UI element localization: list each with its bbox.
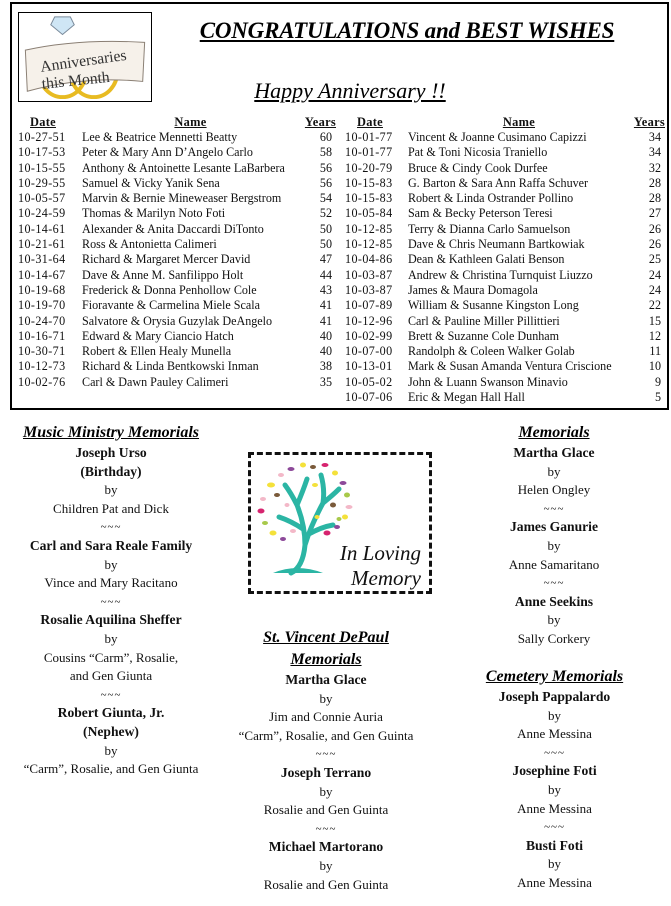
anniversary-date: 10-14-61	[18, 221, 66, 236]
donor-name: Sally Corkery	[517, 630, 591, 646]
couple-name: Dean & Kathleen Galati Benson	[407, 252, 565, 267]
couple-name: Edward & Mary Ciancio Hatch	[82, 328, 234, 343]
in-loving-memory-caption: In Loving Memory	[339, 541, 421, 590]
separator: ~~~	[315, 748, 337, 761]
separator: ~~~	[544, 821, 565, 834]
donor-name: Anne Messina	[517, 874, 592, 890]
years-married: 44	[319, 267, 332, 282]
years-married: 26	[648, 221, 661, 236]
separator: ~~~	[544, 746, 565, 759]
svg-text:this Month: this Month	[40, 68, 111, 93]
honoree-name: Busti Foti	[525, 837, 584, 853]
years-married: 26	[648, 237, 661, 252]
music-ministry-memorials	[0, 422, 222, 779]
table-row	[345, 237, 665, 252]
anniversary-date: 10-01-77	[345, 145, 393, 160]
donor-name: Rosalie and Gen Guinta	[263, 876, 389, 892]
st-vincent-depaul-memorials	[238, 627, 414, 894]
years-married: 9	[654, 374, 661, 389]
anniversary-date: 10-07-00	[345, 344, 393, 359]
couple-name: Brett & Suzanne Cole Dunham	[407, 328, 560, 343]
memorial-entry	[0, 537, 222, 593]
table-row	[18, 359, 336, 374]
separator: ~~~	[100, 595, 122, 608]
anniversary-date: 10-03-87	[345, 282, 393, 297]
couple-name: Richard & Margaret Mercer David	[82, 252, 251, 267]
anniversary-date: 10-12-85	[345, 221, 393, 236]
by-label: by	[548, 707, 561, 723]
honoree-note: (Birthday)	[80, 463, 142, 479]
donor-name: Anne Samaritano	[508, 556, 600, 572]
memorial-entry	[452, 688, 657, 744]
table-row	[345, 298, 665, 313]
couple-name: John & Luann Swanson Minavio	[407, 374, 568, 389]
anniversary-date: 10-02-76	[18, 374, 66, 389]
table-row	[345, 314, 665, 329]
anniversary-date: 10-19-68	[18, 282, 66, 297]
anniversary-date: 10-31-64	[18, 252, 66, 267]
years-married: 24	[648, 267, 661, 282]
section-title: Memorials	[518, 424, 590, 441]
years-married: 5	[654, 390, 661, 405]
column-header-years: Years	[304, 115, 336, 129]
donor-name: Cousins “Carm”, Rosalie,	[43, 649, 179, 665]
couple-name: Peter & Mary Ann D’Angelo Carlo	[82, 145, 253, 160]
table-row	[345, 359, 665, 374]
memorial-list	[452, 688, 657, 893]
couple-name: Richard & Linda Bentkowski Inman	[82, 359, 259, 374]
by-label: by	[319, 857, 333, 873]
page-title: CONGRATULATIONS and BEST WISHES	[199, 18, 615, 43]
table-row	[345, 375, 665, 390]
memorial-entry	[454, 593, 654, 649]
honoree-name: Rosalie Aquilina Sheffer	[40, 612, 182, 628]
table-row	[345, 222, 665, 237]
years-married: 58	[319, 145, 332, 160]
table-row	[18, 130, 336, 145]
anniversary-date: 10-07-06	[345, 390, 393, 405]
years-married: 50	[319, 237, 332, 252]
honoree-name: Martha Glace	[285, 672, 367, 687]
couple-name: Carl & Pauline Miller Pillittieri	[407, 313, 560, 328]
couple-name: Dave & Chris Neumann Bartkowiak	[407, 237, 585, 252]
by-label: by	[104, 630, 118, 646]
honoree-name: Carl and Sara Reale Family	[29, 537, 193, 553]
couple-name: Thomas & Marilyn Noto Foti	[82, 206, 226, 221]
separator: ~~~	[100, 688, 122, 701]
table-row	[18, 176, 336, 191]
separator: ~~~	[315, 822, 337, 835]
table-row	[345, 390, 665, 405]
section-title: Music Ministry Memorials	[22, 424, 200, 441]
years-married: 11	[649, 344, 661, 359]
memorial-entry	[0, 444, 222, 518]
years-married: 56	[319, 160, 332, 175]
honoree-name: Martha Glace	[513, 445, 595, 460]
couple-name: Randolph & Coleen Walker Golab	[407, 344, 575, 359]
table-row	[18, 191, 336, 206]
donor-name: Children Pat and Dick	[53, 500, 169, 516]
anniversary-date: 10-17-53	[18, 145, 66, 160]
in-loving-memory-graphic	[248, 452, 432, 594]
anniversary-date: 10-02-99	[345, 328, 393, 343]
years-married: 50	[319, 221, 332, 236]
by-label: by	[104, 556, 118, 572]
couple-name: Anthony & Antoinette Lesante LaBarbera	[82, 160, 285, 175]
by-label: by	[547, 537, 561, 553]
memorial-list	[238, 671, 414, 894]
table-row	[345, 206, 665, 221]
column-header-name: Name	[174, 115, 207, 129]
table-row	[345, 176, 665, 191]
memorial-entry	[454, 518, 654, 574]
by-label: by	[319, 690, 333, 706]
years-married: 54	[319, 191, 332, 206]
memorial-entry	[0, 611, 222, 685]
honoree-note: (Nephew)	[83, 723, 139, 739]
memorial-entry	[452, 837, 657, 893]
honoree-name: Joseph Urso	[75, 445, 147, 460]
table-row	[345, 268, 665, 283]
anniversary-date: 10-27-51	[18, 130, 66, 144]
table-row	[18, 206, 336, 221]
years-married: 41	[319, 313, 332, 328]
anniversary-date: 10-20-79	[345, 160, 393, 175]
years-married: 47	[319, 252, 332, 267]
table-row	[345, 344, 665, 359]
couple-name: Terry & Dianna Carlo Samuelson	[407, 221, 571, 236]
by-label: by	[548, 856, 561, 872]
table-header-row	[18, 115, 336, 130]
couple-name: William & Susanne Kingston Long	[407, 298, 579, 313]
anniversary-table-right	[345, 115, 665, 405]
separator: ~~~	[543, 502, 565, 515]
donor-name: Helen Ongley	[517, 482, 591, 498]
column-header-years: Years	[633, 115, 665, 129]
years-married: 40	[319, 328, 332, 343]
couple-name: Andrew & Christina Turnquist Liuzzo	[407, 267, 593, 282]
years-married: 28	[648, 191, 661, 206]
table-row	[345, 252, 665, 267]
table-row	[18, 268, 336, 283]
couple-name: Robert & Ellen Healy Munella	[82, 344, 232, 359]
table-row	[18, 283, 336, 298]
couple-name: Salvatore & Orysia Guzylak DeAngelo	[82, 313, 273, 328]
anniversary-date: 10-12-73	[18, 359, 66, 374]
years-married: 41	[319, 298, 332, 313]
honoree-name: Josephine Foti	[512, 763, 597, 779]
anniversary-date: 10-15-83	[345, 175, 393, 190]
table-row	[345, 329, 665, 344]
anniversary-date: 10-03-87	[345, 267, 393, 282]
couple-name: Marvin & Bernie Mineweaser Bergstrom	[82, 191, 282, 206]
separator: ~~~	[543, 577, 565, 590]
memorial-list	[454, 444, 654, 649]
couple-name: Samuel & Vicky Yanik Sena	[82, 175, 220, 190]
couple-name: Ross & Antonietta Calimeri	[82, 237, 217, 252]
memorial-list	[0, 444, 222, 779]
by-label: by	[547, 463, 561, 479]
column-header-name: Name	[502, 115, 535, 129]
couple-name: Vincent & Joanne Cusimano Capizzi	[407, 130, 587, 144]
years-married: 10	[648, 359, 661, 374]
table-row	[18, 161, 336, 176]
couple-name: Lee & Beatrice Mennetti Beatty	[82, 130, 238, 144]
couple-name: Pat & Toni Nicosia Traniello	[407, 145, 548, 160]
memorial-entry	[0, 704, 222, 778]
anniversary-table-left	[18, 115, 336, 390]
years-married: 34	[648, 145, 661, 160]
table-row	[18, 298, 336, 313]
honoree-name: Anne Seekins	[514, 593, 594, 609]
donor-name: Jim and Connie Auria	[269, 709, 383, 725]
anniversary-date: 10-07-89	[345, 298, 393, 313]
anniversary-date: 10-12-96	[345, 313, 393, 328]
couple-name: Robert & Linda Ostrander Pollino	[407, 191, 574, 206]
by-label: by	[547, 612, 561, 628]
table-row	[18, 329, 336, 344]
anniversary-date: 10-12-85	[345, 237, 393, 252]
anniversary-date: 10-05-57	[18, 191, 66, 206]
memorials	[454, 422, 654, 649]
donor-name: “Carm”, Rosalie, and Gen Giunta	[23, 761, 199, 777]
wedding-rings-icon	[19, 13, 151, 101]
table-row	[18, 237, 336, 252]
couple-name: Bruce & Cindy Cook Durfee	[407, 160, 548, 175]
honoree-name: Joseph Terrano	[280, 764, 372, 780]
by-label: by	[104, 482, 118, 498]
couple-name: Sam & Becky Peterson Teresi	[407, 206, 553, 221]
donor-name: Rosalie and Gen Guinta	[263, 802, 389, 818]
table-row	[18, 375, 336, 390]
donor-name: Anne Messina	[517, 800, 592, 816]
years-married: 40	[319, 344, 332, 359]
years-married: 38	[319, 359, 332, 374]
years-married: 25	[648, 252, 661, 267]
table-row	[345, 191, 665, 206]
donor-name: “Carm”, Rosalie, and Gen Guinta	[238, 727, 414, 743]
honoree-name: Michael Martorano	[268, 839, 384, 855]
table-row	[345, 161, 665, 176]
years-married: 32	[648, 160, 661, 175]
anniversaries-logo	[18, 12, 152, 102]
table-row	[345, 283, 665, 298]
column-header-date: Date	[357, 115, 383, 129]
anniversary-date: 10-16-71	[18, 328, 66, 343]
memorial-entry	[238, 671, 414, 745]
table-row	[345, 130, 665, 145]
years-married: 52	[319, 206, 332, 221]
years-married: 12	[648, 328, 661, 343]
memorial-entry	[238, 838, 414, 894]
anniversary-date: 10-24-70	[18, 313, 66, 328]
table-row	[18, 344, 336, 359]
anniversary-date: 10-01-77	[345, 130, 393, 144]
years-married: 22	[648, 298, 661, 313]
years-married: 15	[648, 313, 661, 328]
years-married: 35	[319, 374, 332, 389]
by-label: by	[319, 783, 333, 799]
donor-name: Anne Messina	[517, 726, 592, 742]
couple-name: Frederick & Donna Penhollow Cole	[82, 282, 257, 297]
by-label: by	[548, 781, 561, 797]
column-header-date: Date	[30, 115, 56, 129]
anniversary-date: 10-30-71	[18, 344, 66, 359]
couple-name: Fioravante & Carmelina Miele Scala	[82, 298, 260, 313]
couple-name: Carl & Dawn Pauley Calimeri	[82, 374, 229, 389]
honoree-name: Joseph Pappalardo	[498, 689, 611, 704]
anniversary-date: 10-15-55	[18, 160, 66, 175]
svg-text:Anniversaries: Anniversaries	[39, 46, 128, 76]
couple-name: Alexander & Anita Daccardi DiTonto	[82, 221, 264, 236]
years-married: 27	[648, 206, 661, 221]
couple-name: Mark & Susan Amanda Ventura Criscione	[407, 359, 612, 374]
anniversary-date: 10-14-67	[18, 267, 66, 282]
table-row	[18, 222, 336, 237]
anniversary-date: 10-13-01	[345, 359, 393, 374]
anniversary-date: 10-19-70	[18, 298, 66, 313]
cemetery-memorials	[452, 666, 657, 893]
section-title: Cemetery Memorials	[485, 668, 624, 685]
donor-name: Vince and Mary Racitano	[44, 575, 178, 591]
honoree-name: Robert Giunta, Jr.	[57, 705, 165, 721]
honoree-name: James Ganurie	[510, 519, 598, 535]
by-label: by	[104, 742, 118, 758]
memorial-entry	[238, 764, 414, 820]
couple-name: Dave & Anne M. Sanfilippo Holt	[82, 267, 244, 282]
anniversary-date: 10-04-86	[345, 252, 393, 267]
table-row	[18, 145, 336, 160]
anniversary-date: 10-05-02	[345, 374, 393, 389]
memorial-entry	[454, 444, 654, 500]
table-row	[18, 314, 336, 329]
anniversary-date: 10-05-84	[345, 206, 393, 221]
couple-name: James & Maura Domagola	[407, 282, 538, 297]
years-married: 34	[648, 130, 661, 144]
years-married: 28	[648, 175, 661, 190]
memorial-entry	[452, 762, 657, 818]
page-subtitle: Happy Anniversary !!	[254, 78, 446, 103]
couple-name: G. Barton & Sara Ann Raffa Schuver	[407, 175, 589, 190]
couple-name: Eric & Megan Hall Hall	[407, 390, 525, 405]
table-row	[345, 145, 665, 160]
anniversary-date: 10-15-83	[345, 191, 393, 206]
anniversary-date: 10-21-61	[18, 237, 66, 252]
anniversary-date: 10-29-55	[18, 175, 66, 190]
anniversary-date: 10-24-59	[18, 206, 66, 221]
table-row	[18, 252, 336, 267]
section-title: St. Vincent DePaul Memorials	[263, 629, 389, 668]
years-married: 24	[648, 282, 661, 297]
years-married: 43	[319, 282, 332, 297]
separator: ~~~	[100, 521, 122, 534]
table-header-row	[345, 115, 665, 130]
donor-name: and Gen Giunta	[69, 668, 153, 684]
years-married: 60	[319, 130, 332, 144]
years-married: 56	[319, 175, 332, 190]
